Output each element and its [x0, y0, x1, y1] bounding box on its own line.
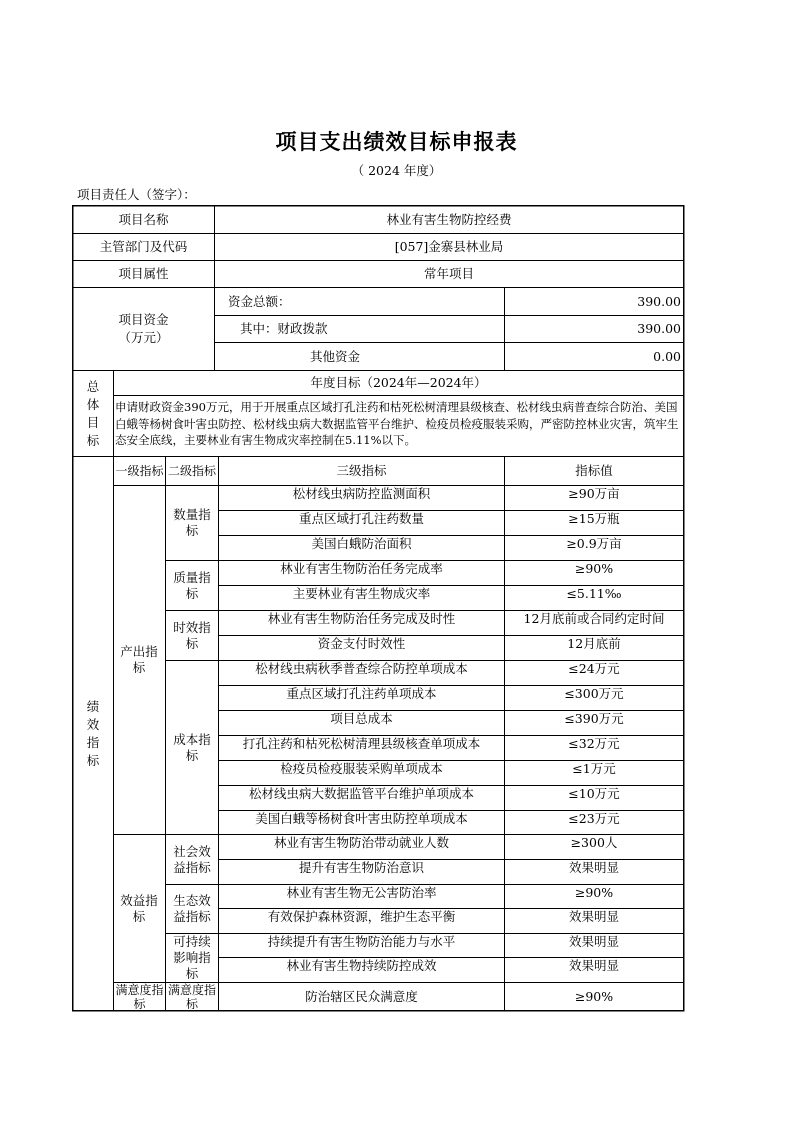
project-name-value: 林业有害生物防控经费: [386, 211, 512, 227]
group-satisfaction: 满意度指标: [115, 983, 164, 1010]
indicator-name: 重点区域打孔注药单项成本: [286, 686, 437, 701]
group-benefit: 效益指标: [120, 892, 158, 924]
indicator-name: 松材线虫病防控监测面积: [292, 486, 431, 501]
indicator-name: 美国白蛾等杨树食叶害虫防控单项成本: [255, 811, 468, 826]
total-funds-label: 资金总额：: [228, 293, 291, 309]
subgroup-sustain: 可持续影响指标: [173, 934, 211, 981]
indicator-name: 持续提升有害生物防治能力与水平: [267, 934, 456, 949]
indicator-name: 林业有害生物持续防控成效: [286, 958, 437, 973]
fiscal-funds-label: 其中：财政拨款: [240, 321, 328, 336]
indicator-name: 主要林业有害生物成灾率: [292, 586, 431, 601]
indicator-value: ≥15万瓶: [568, 511, 620, 526]
indicator-value: ≤10万元: [568, 786, 620, 801]
indicator-name: 松材线虫病大数据监管平台维护单项成本: [248, 786, 474, 801]
indicator-value: ≥90%: [574, 885, 614, 900]
subgroup-satisfaction: 满意度指标: [167, 983, 216, 1010]
annual-goal-text: 申请财政资金390万元，用于开展重点区域打孔注药和枯死松树清理县级核查、松材线虫病普查综合防治、美国白蛾等杨树食叶害虫防控、松材线虫病大数据监管平台维护、检疫员检疫服装采购，严密防控林业灾害，筑牢生态安全底线，主要林业有害生物成灾率控制在5.11%以下。: [115, 400, 679, 447]
indicator-value: ≥300人: [570, 835, 618, 850]
indicator-name: 林业有害生物无公害防治率: [286, 885, 437, 900]
indicator-value: ≤32万元: [568, 736, 620, 751]
performance-side-label: 绩效指标: [86, 698, 100, 768]
indicator-name: 项目总成本: [330, 711, 393, 726]
indicator-value: 效果明显: [568, 909, 619, 924]
indicator-value: ≥90万亩: [568, 486, 620, 501]
indicator-name: 检疫员检疫服装采购单项成本: [280, 761, 443, 776]
indicator-value: ≥90%: [574, 988, 614, 1004]
indicator-value: ≤390万元: [564, 711, 624, 726]
indicator-name: 林业有害生物防治任务完成率: [280, 561, 443, 576]
group-output: 产出指标: [120, 644, 158, 675]
indicator-name: 资金支付时效性: [317, 636, 406, 651]
subgroup-quality: 质量指标: [173, 569, 211, 601]
project-name-label: 项目名称: [118, 211, 169, 227]
subgroup-cost: 成本指标: [173, 731, 211, 763]
subgroup-eco: 生态效益指标: [173, 893, 211, 924]
project-attribute-value: 常年项目: [423, 266, 474, 281]
subgroup-quantity: 数量指标: [173, 507, 211, 538]
overall-goal-side-label: 总体目标: [86, 378, 100, 448]
indicator-name: 打孔注药和枯死松树清理县级核查单项成本: [242, 736, 481, 751]
indicator-value: ≤5.11‰: [566, 586, 622, 601]
other-funds-label: 其他资金: [309, 348, 360, 364]
project-funds-label: 项目资金 （万元）: [118, 312, 169, 345]
department-label: 主管部门及代码: [99, 239, 188, 254]
indicator-value: ≤23万元: [568, 811, 620, 826]
indicator-value: 效果明显: [568, 860, 619, 875]
responsible-person-label: 项目责任人（签字）：: [77, 187, 196, 202]
indicator-name: 重点区域打孔注药数量: [298, 511, 424, 526]
project-attribute-label: 项目属性: [118, 266, 169, 281]
indicator-value: ≤300万元: [564, 686, 624, 701]
fiscal-funds-value: 390.00: [637, 321, 681, 336]
indicator-name: 提升有害生物防治意识: [298, 860, 424, 875]
indicator-value: ≤1万元: [572, 761, 616, 776]
header-level3: 三级指标: [336, 463, 387, 478]
subgroup-timeliness: 时效指标: [173, 619, 211, 651]
header-level1: 一级指标: [115, 464, 164, 478]
department-value: [057]金寨县林业局: [394, 239, 504, 254]
report-year: （ 2024 年度）: [351, 163, 442, 178]
indicator-value: 12月底前或合同约定时间: [523, 611, 665, 626]
header-level2: 二级指标: [167, 464, 216, 478]
indicator-value: 效果明显: [568, 958, 619, 973]
indicator-name: 林业有害生物防治任务完成及时性: [267, 611, 456, 626]
indicator-name: 林业有害生物防治带动就业人数: [273, 835, 449, 850]
total-funds-value: 390.00: [637, 293, 681, 309]
page-title: 项目支出绩效目标申报表: [275, 129, 518, 154]
header-value: 指标值: [575, 463, 613, 478]
indicator-name: 美国白蛾防治面积: [311, 536, 412, 551]
indicator-value: ≥0.9万亩: [566, 536, 622, 551]
indicator-name: 防治辖区民众满意度: [305, 988, 418, 1004]
other-funds-value: 0.00: [653, 348, 681, 364]
indicator-name: 松材线虫病秋季普查综合防控单项成本: [255, 661, 468, 676]
indicator-value: ≥90%: [574, 561, 614, 576]
annual-goal-header: 年度目标（2024年—2024年）: [310, 375, 487, 390]
subgroup-social: 社会效益指标: [173, 843, 211, 875]
indicator-value: ≤24万元: [568, 661, 620, 676]
indicator-name: 有效保护森林资源，维护生态平衡: [267, 909, 456, 924]
indicator-value: 效果明显: [568, 934, 619, 949]
indicator-value: 12月底前: [567, 636, 621, 651]
